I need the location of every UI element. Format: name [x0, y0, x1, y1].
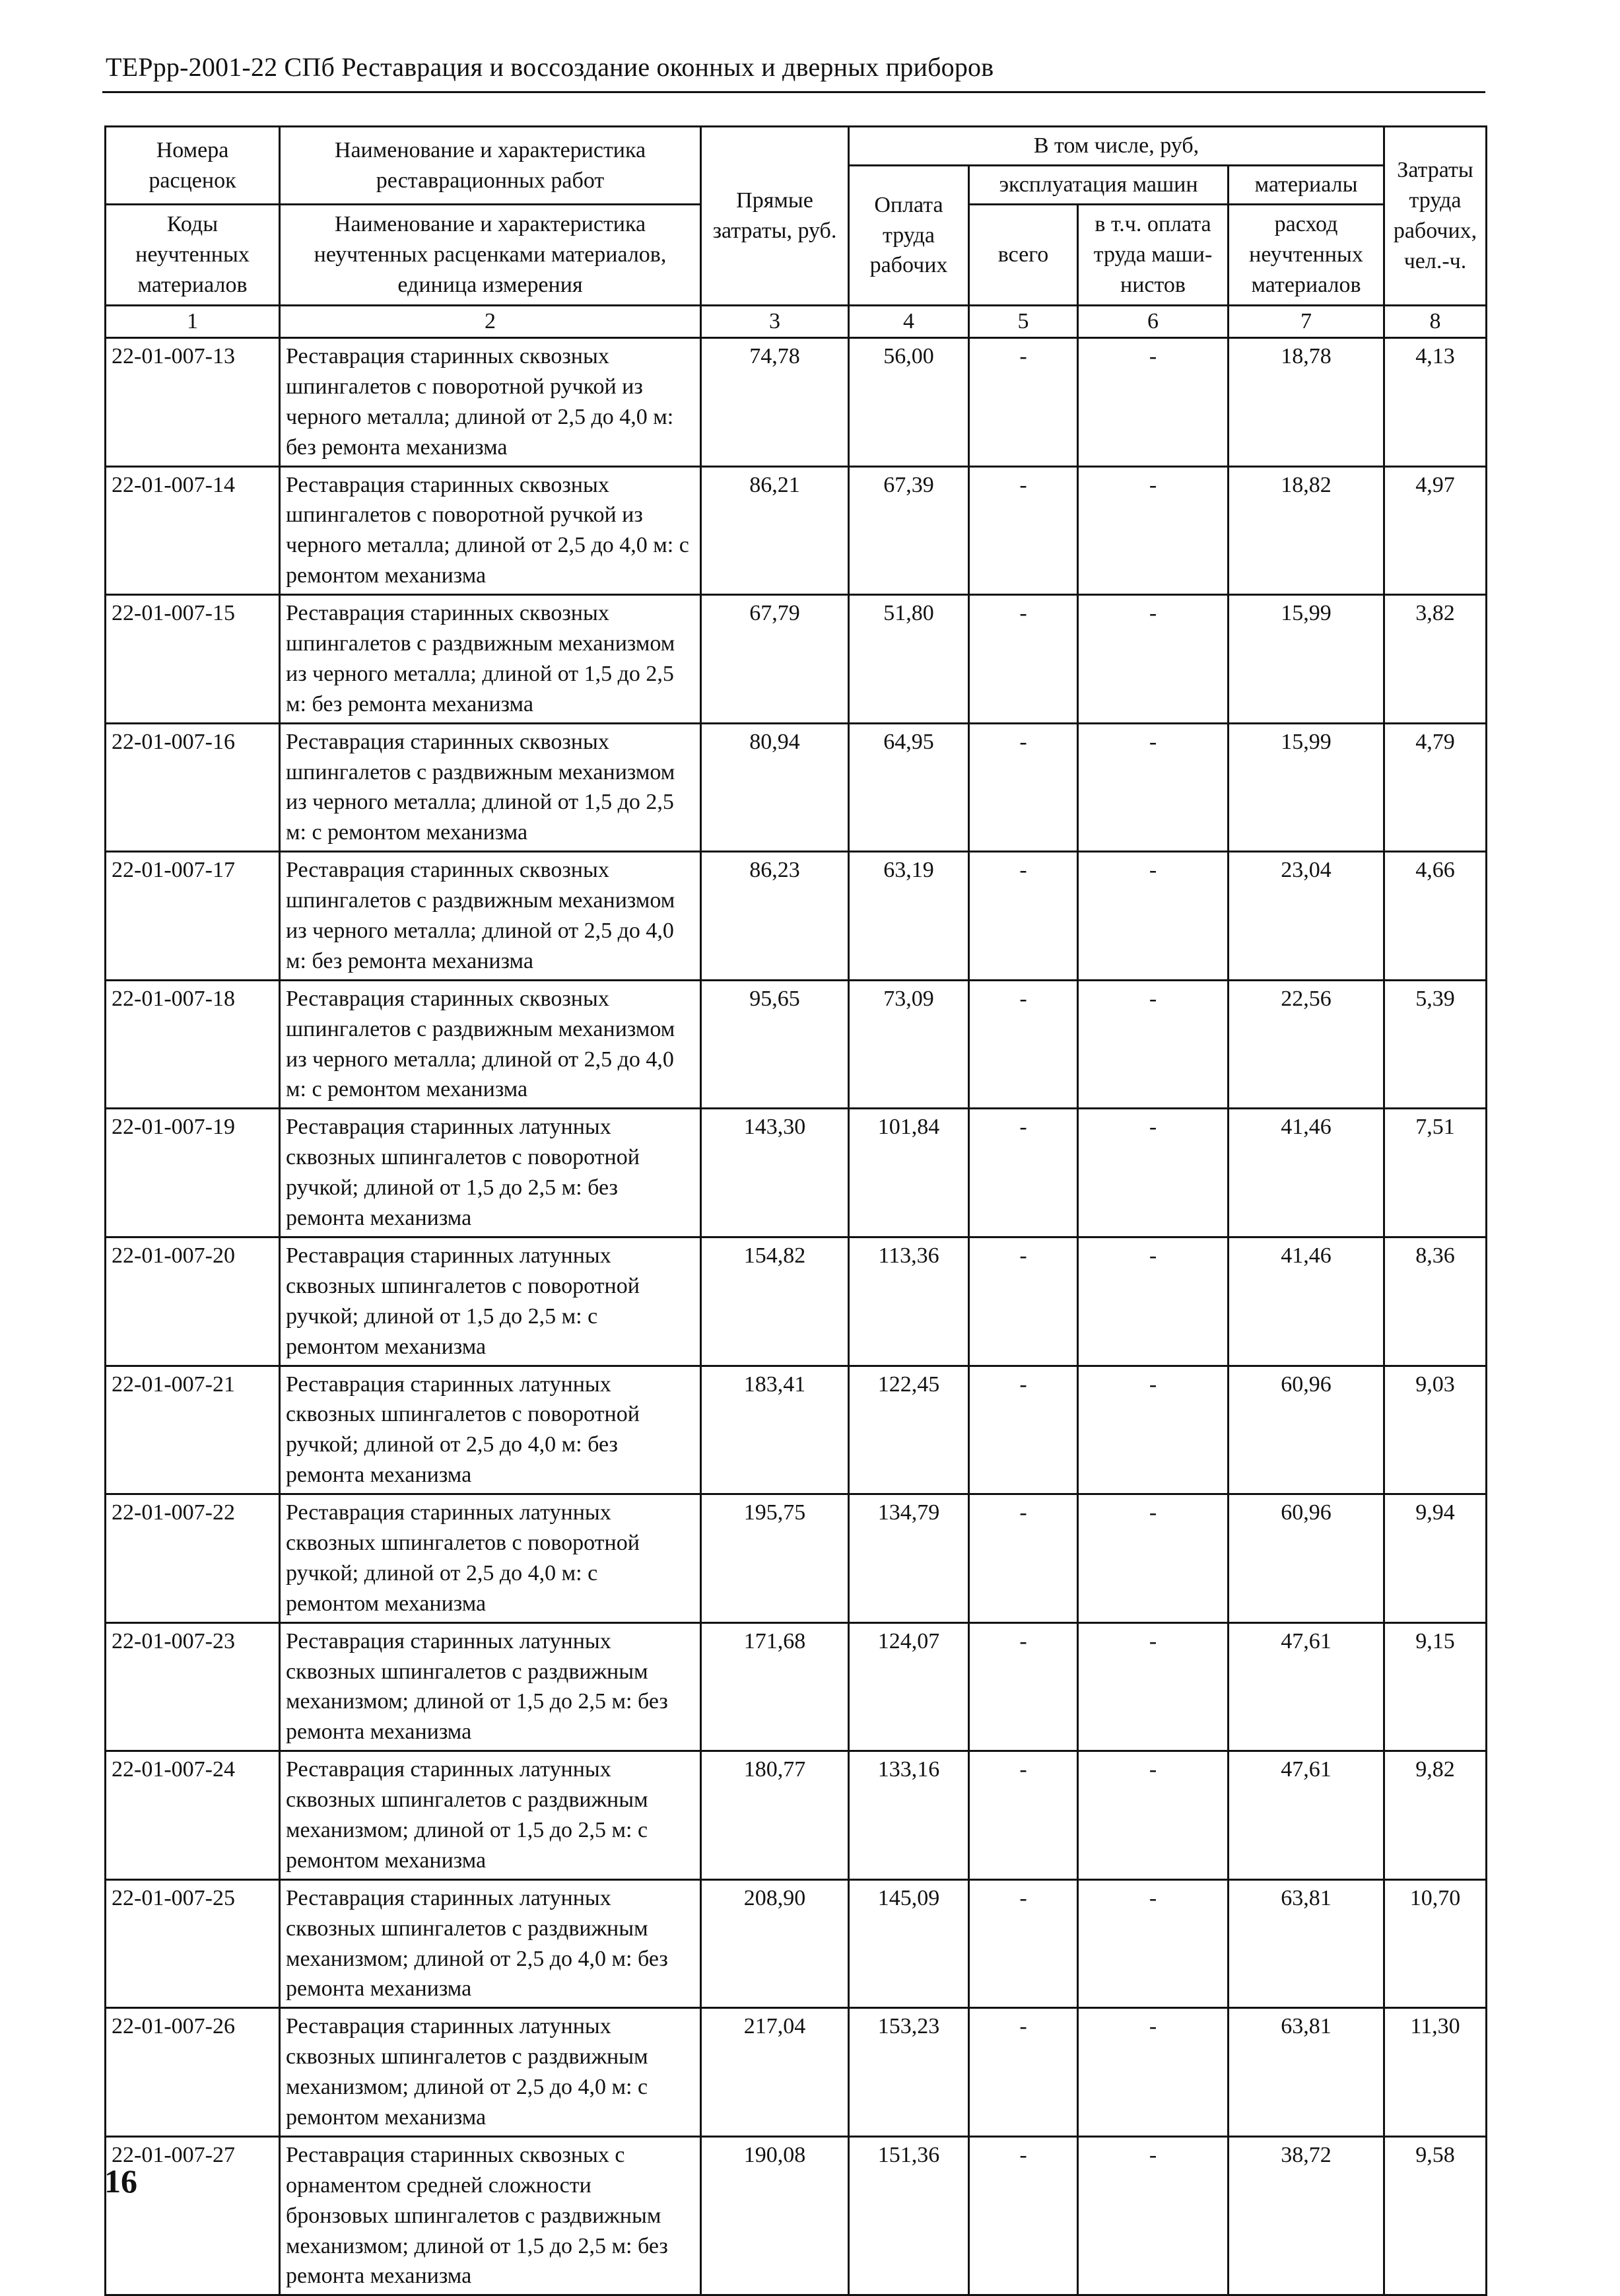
materials-cost: 15,99	[1229, 595, 1384, 724]
machines-labor: -	[1078, 466, 1229, 595]
work-description: Реставрация старинных латунных сквозных шпингалетов с поворотной ручкой; длиной от 1,5 до 2,5 м: с ремонтом механизма	[280, 1237, 701, 1366]
table-row	[106, 723, 1487, 852]
materials-cost: 18,82	[1229, 466, 1384, 595]
labor-pay: 151,36	[849, 2136, 969, 2295]
materials-cost: 60,96	[1229, 1366, 1384, 1494]
materials-cost: 22,56	[1229, 980, 1384, 1109]
column-number: 6	[1078, 306, 1229, 338]
rate-code: 22-01-007-18	[106, 980, 280, 1109]
machines-labor: -	[1078, 980, 1229, 1109]
direct-costs: 74,78	[701, 338, 849, 467]
machines-labor: -	[1078, 1751, 1229, 1880]
page-number: 16	[104, 2163, 137, 2200]
labor-pay: 56,00	[849, 338, 969, 467]
machines-total: -	[969, 2136, 1078, 2295]
labor-hours: 4,13	[1384, 338, 1487, 467]
direct-costs: 190,08	[701, 2136, 849, 2295]
labor-hours: 7,51	[1384, 1109, 1487, 1237]
machines-total: -	[969, 2008, 1078, 2137]
header-labor-hours: Затраты труда рабочих, чел.-ч.	[1384, 127, 1487, 306]
machines-total: -	[969, 1366, 1078, 1494]
header-rule	[102, 91, 1485, 93]
column-number: 5	[969, 306, 1078, 338]
machines-labor: -	[1078, 2008, 1229, 2137]
work-description: Реставрация старинных сквозных шпингалетов с раздвижным механизмом из черного металла; длиной от 1,5 до 2,5 м: с ремонтом механизма	[280, 723, 701, 852]
header-materials: расход неучтенных материалов	[1229, 205, 1384, 306]
machines-labor: -	[1078, 1622, 1229, 1751]
column-number: 3	[701, 306, 849, 338]
work-description: Реставрация старинных сквозных шпингалетов с раздвижным механизмом из черного металла; длиной от 2,5 до 4,0 м: с ремонтом механизма	[280, 980, 701, 1109]
work-description: Реставрация старинных сквозных с орнаментом средней сложности бронзовых шпингалетов с раздвижным механизмом; длиной от 1,5 до 2,5 м: без ремонта механизма	[280, 2136, 701, 2295]
header-machines-labor: в т.ч. оплата труда маши-нистов	[1078, 205, 1229, 306]
work-description: Реставрация старинных сквозных шпингалетов с поворотной ручкой из черного металла; длиной от 2,5 до 4,0 м: с ремонтом механизма	[280, 466, 701, 595]
machines-total: -	[969, 338, 1078, 467]
header-direct-costs: Прямые затраты, руб.	[701, 127, 849, 306]
labor-pay: 133,16	[849, 1751, 969, 1880]
table-row	[106, 1494, 1487, 1623]
column-number: 1	[106, 306, 280, 338]
labor-hours: 9,94	[1384, 1494, 1487, 1623]
work-description: Реставрация старинных латунных сквозных шпингалетов с раздвижным механизмом; длиной от 1,5 до 2,5 м: с ремонтом механизма	[280, 1751, 701, 1880]
work-description: Реставрация старинных сквозных шпингалетов с поворотной ручкой из черного металла; длиной от 2,5 до 4,0 м: без ремонта механизма	[280, 338, 701, 467]
machines-total: -	[969, 466, 1078, 595]
rate-code: 22-01-007-13	[106, 338, 280, 467]
direct-costs: 143,30	[701, 1109, 849, 1237]
rate-code: 22-01-007-27	[106, 2136, 280, 2295]
machines-total: -	[969, 1237, 1078, 1366]
rate-code: 22-01-007-16	[106, 723, 280, 852]
materials-cost: 60,96	[1229, 1494, 1384, 1623]
materials-cost: 63,81	[1229, 1879, 1384, 2008]
column-number: 8	[1384, 306, 1487, 338]
machines-total: -	[969, 1879, 1078, 2008]
header-code-bottom: Коды неучтенных материалов	[106, 205, 280, 306]
work-description: Реставрация старинных латунных сквозных шпингалетов с поворотной ручкой; длиной от 2,5 до 4,0 м: без ремонта механизма	[280, 1366, 701, 1494]
machines-total: -	[969, 980, 1078, 1109]
table-body	[106, 338, 1487, 2295]
table-row	[106, 1751, 1487, 1880]
machines-labor: -	[1078, 338, 1229, 467]
table-row	[106, 1237, 1487, 1366]
materials-cost: 63,81	[1229, 2008, 1384, 2137]
labor-pay: 73,09	[849, 980, 969, 1109]
machines-total: -	[969, 723, 1078, 852]
table-row	[106, 980, 1487, 1109]
direct-costs: 217,04	[701, 2008, 849, 2137]
table-row	[106, 1622, 1487, 1751]
labor-pay: 134,79	[849, 1494, 969, 1623]
machines-labor: -	[1078, 595, 1229, 724]
labor-pay: 113,36	[849, 1237, 969, 1366]
direct-costs: 80,94	[701, 723, 849, 852]
materials-cost: 47,61	[1229, 1622, 1384, 1751]
labor-pay: 122,45	[849, 1366, 969, 1494]
rate-code: 22-01-007-21	[106, 1366, 280, 1494]
labor-pay: 101,84	[849, 1109, 969, 1237]
header-machines-total: всего	[969, 205, 1078, 306]
machines-total: -	[969, 1494, 1078, 1623]
header-name-top: Наименование и характеристика реставрационных работ	[280, 127, 701, 205]
header-labor-pay: Оплата труда рабочих	[849, 166, 969, 306]
rate-code: 22-01-007-14	[106, 466, 280, 595]
table-header	[106, 127, 1487, 338]
labor-hours: 9,58	[1384, 2136, 1487, 2295]
machines-labor: -	[1078, 852, 1229, 981]
table-row	[106, 852, 1487, 981]
labor-hours: 9,15	[1384, 1622, 1487, 1751]
rate-code: 22-01-007-20	[106, 1237, 280, 1366]
work-description: Реставрация старинных латунных сквозных шпингалетов с раздвижным механизмом; длиной от 1,5 до 2,5 м: без ремонта механизма	[280, 1622, 701, 1751]
machines-labor: -	[1078, 1109, 1229, 1237]
header-materials-group: материалы	[1229, 166, 1384, 205]
labor-pay: 153,23	[849, 2008, 969, 2137]
machines-labor: -	[1078, 1237, 1229, 1366]
work-description: Реставрация старинных сквозных шпингалетов с раздвижным механизмом из черного металла; длиной от 2,5 до 4,0 м: без ремонта механизма	[280, 852, 701, 981]
materials-cost: 41,46	[1229, 1109, 1384, 1237]
table-row	[106, 466, 1487, 595]
direct-costs: 195,75	[701, 1494, 849, 1623]
direct-costs: 154,82	[701, 1237, 849, 1366]
machines-labor: -	[1078, 2136, 1229, 2295]
rate-code: 22-01-007-17	[106, 852, 280, 981]
labor-hours: 8,36	[1384, 1237, 1487, 1366]
labor-pay: 63,19	[849, 852, 969, 981]
labor-pay: 64,95	[849, 723, 969, 852]
materials-cost: 38,72	[1229, 2136, 1384, 2295]
work-description: Реставрация старинных латунных сквозных шпингалетов с поворотной ручкой; длиной от 2,5 до 4,0 м: с ремонтом механизма	[280, 1494, 701, 1623]
machines-total: -	[969, 852, 1078, 981]
labor-hours: 3,82	[1384, 595, 1487, 724]
rate-code: 22-01-007-24	[106, 1751, 280, 1880]
labor-hours: 4,97	[1384, 466, 1487, 595]
materials-cost: 47,61	[1229, 1751, 1384, 1880]
rate-code: 22-01-007-25	[106, 1879, 280, 2008]
labor-hours: 11,30	[1384, 2008, 1487, 2137]
column-number: 4	[849, 306, 969, 338]
rates-table	[104, 125, 1487, 2296]
labor-pay: 67,39	[849, 466, 969, 595]
page-title: ТЕРрр-2001-22 СПб Реставрация и воссоздание оконных и дверных приборов	[106, 52, 994, 82]
rate-code: 22-01-007-22	[106, 1494, 280, 1623]
work-description: Реставрация старинных латунных сквозных шпингалетов с раздвижным механизмом; длиной от 2,5 до 4,0 м: без ремонта механизма	[280, 1879, 701, 2008]
table-row	[106, 338, 1487, 467]
table-row	[106, 1366, 1487, 1494]
materials-cost: 23,04	[1229, 852, 1384, 981]
direct-costs: 95,65	[701, 980, 849, 1109]
machines-labor: -	[1078, 723, 1229, 852]
direct-costs: 171,68	[701, 1622, 849, 1751]
labor-hours: 10,70	[1384, 1879, 1487, 2008]
table-row	[106, 2008, 1487, 2137]
header-code-top: Номера расценок	[106, 127, 280, 205]
direct-costs: 208,90	[701, 1879, 849, 2008]
machines-total: -	[969, 595, 1078, 724]
labor-hours: 9,82	[1384, 1751, 1487, 1880]
machines-total: -	[969, 1622, 1078, 1751]
table-row	[106, 595, 1487, 724]
materials-cost: 41,46	[1229, 1237, 1384, 1366]
labor-hours: 9,03	[1384, 1366, 1487, 1494]
labor-pay: 51,80	[849, 595, 969, 724]
labor-hours: 4,79	[1384, 723, 1487, 852]
table-row	[106, 1879, 1487, 2008]
header-name-bottom: Наименование и характеристика неучтенных расценками материалов, единица измерения	[280, 205, 701, 306]
labor-pay: 124,07	[849, 1622, 969, 1751]
direct-costs: 180,77	[701, 1751, 849, 1880]
direct-costs: 67,79	[701, 595, 849, 724]
rate-code: 22-01-007-26	[106, 2008, 280, 2137]
labor-hours: 5,39	[1384, 980, 1487, 1109]
header-including-group: В том числе, руб,	[849, 127, 1384, 166]
labor-hours: 4,66	[1384, 852, 1487, 981]
work-description: Реставрация старинных латунных сквозных шпингалетов с поворотной ручкой; длиной от 1,5 до 2,5 м: без ремонта механизма	[280, 1109, 701, 1237]
direct-costs: 86,23	[701, 852, 849, 981]
materials-cost: 15,99	[1229, 723, 1384, 852]
work-description: Реставрация старинных сквозных шпингалетов с раздвижным механизмом из черного металла; длиной от 1,5 до 2,5 м: без ремонта механизма	[280, 595, 701, 724]
rate-code: 22-01-007-19	[106, 1109, 280, 1237]
machines-total: -	[969, 1109, 1078, 1237]
table-row	[106, 2136, 1487, 2295]
labor-pay: 145,09	[849, 1879, 969, 2008]
work-description: Реставрация старинных латунных сквозных шпингалетов с раздвижным механизмом; длиной от 2,5 до 4,0 м: с ремонтом механизма	[280, 2008, 701, 2137]
table-row	[106, 1109, 1487, 1237]
column-number: 7	[1229, 306, 1384, 338]
machines-labor: -	[1078, 1494, 1229, 1623]
machines-total: -	[969, 1751, 1078, 1880]
direct-costs: 86,21	[701, 466, 849, 595]
column-number: 2	[280, 306, 701, 338]
direct-costs: 183,41	[701, 1366, 849, 1494]
machines-labor: -	[1078, 1879, 1229, 2008]
materials-cost: 18,78	[1229, 338, 1384, 467]
header-machines-group: эксплуатация машин	[969, 166, 1229, 205]
machines-labor: -	[1078, 1366, 1229, 1494]
rate-code: 22-01-007-15	[106, 595, 280, 724]
rate-code: 22-01-007-23	[106, 1622, 280, 1751]
